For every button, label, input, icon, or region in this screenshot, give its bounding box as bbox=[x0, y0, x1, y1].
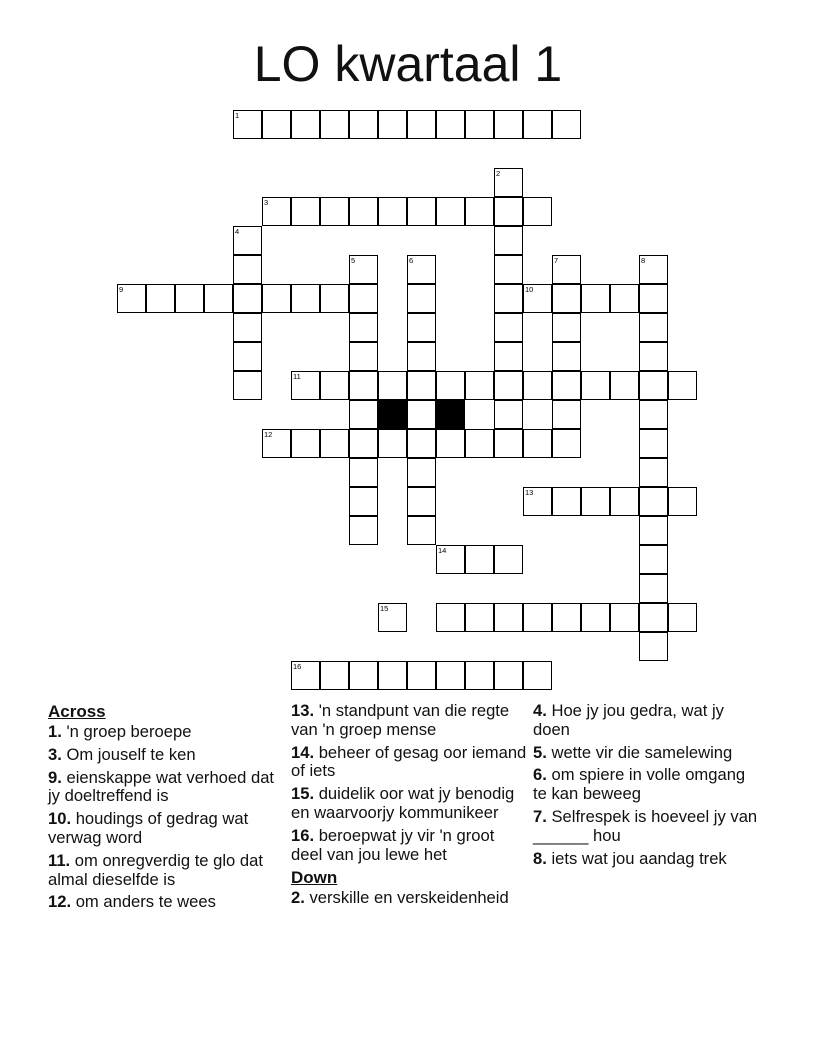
grid-cell[interactable] bbox=[262, 284, 291, 313]
grid-cell[interactable] bbox=[552, 429, 581, 458]
clue-item bbox=[291, 827, 527, 865]
clue-text: Om jouself te ken bbox=[66, 744, 196, 764]
clue-number: 11 bbox=[293, 372, 301, 381]
grid-cell[interactable] bbox=[436, 429, 465, 458]
grid-cell[interactable] bbox=[436, 371, 465, 400]
grid-cell[interactable] bbox=[581, 284, 610, 313]
grid-cell[interactable] bbox=[552, 110, 581, 139]
grid-cell[interactable] bbox=[407, 371, 436, 400]
clue-number-label: 8. bbox=[533, 848, 547, 868]
clue-item bbox=[48, 893, 284, 912]
clue-number: 1 bbox=[235, 111, 240, 120]
grid-cell[interactable] bbox=[523, 603, 552, 632]
grid-cell[interactable] bbox=[407, 255, 436, 284]
across-heading: Across bbox=[48, 702, 106, 721]
grid-cell[interactable] bbox=[610, 487, 639, 516]
grid-cell[interactable] bbox=[639, 458, 668, 487]
blocked-cell bbox=[436, 400, 465, 429]
clue-number: 2 bbox=[496, 169, 501, 178]
clue-text: duidelik oor wat jy benodig en waarvoorjy kommunikeer bbox=[291, 784, 515, 822]
grid-cell[interactable] bbox=[494, 255, 523, 284]
grid-cell[interactable] bbox=[523, 661, 552, 690]
grid-cell[interactable] bbox=[407, 342, 436, 371]
grid-cell[interactable] bbox=[320, 661, 349, 690]
grid-cell[interactable] bbox=[552, 400, 581, 429]
grid-cell[interactable] bbox=[349, 400, 378, 429]
clue-text: om onregverdig te glo dat almal dieselfde is bbox=[48, 850, 263, 889]
grid-cell[interactable] bbox=[494, 226, 523, 255]
clue-item bbox=[533, 808, 763, 846]
grid-cell[interactable] bbox=[494, 197, 523, 226]
grid-cell[interactable] bbox=[639, 400, 668, 429]
clue-item bbox=[291, 785, 527, 823]
grid-cell[interactable] bbox=[378, 429, 407, 458]
clue-item bbox=[533, 850, 763, 869]
grid-cell[interactable] bbox=[349, 429, 378, 458]
grid-cell[interactable] bbox=[494, 371, 523, 400]
grid-cell[interactable] bbox=[610, 371, 639, 400]
grid-cell[interactable] bbox=[262, 197, 291, 226]
clue-text: om anders te wees bbox=[75, 892, 216, 912]
grid-cell[interactable] bbox=[233, 226, 262, 255]
grid-cell[interactable] bbox=[610, 284, 639, 313]
grid-cell[interactable] bbox=[465, 603, 494, 632]
puzzle-title: LO kwartaal 1 bbox=[253, 36, 563, 92]
across-clue-list bbox=[48, 723, 284, 912]
down-heading: Down bbox=[291, 868, 338, 888]
grid-cell[interactable] bbox=[262, 429, 291, 458]
grid-cell[interactable] bbox=[610, 603, 639, 632]
grid-cell[interactable] bbox=[581, 371, 610, 400]
grid-cell[interactable] bbox=[465, 429, 494, 458]
grid-cell[interactable] bbox=[436, 197, 465, 226]
grid-cell[interactable] bbox=[552, 342, 581, 371]
grid-cell[interactable] bbox=[639, 342, 668, 371]
grid-cell[interactable] bbox=[407, 458, 436, 487]
grid-cell[interactable] bbox=[349, 661, 378, 690]
clue-number: 13 bbox=[525, 488, 534, 497]
grid-cell[interactable] bbox=[233, 371, 262, 400]
grid-cell[interactable] bbox=[436, 661, 465, 690]
grid-cell[interactable] bbox=[349, 255, 378, 284]
grid-cell[interactable] bbox=[146, 284, 175, 313]
grid-cell[interactable] bbox=[349, 371, 378, 400]
clue-number-label: 13. bbox=[291, 701, 315, 720]
clue-text: om spiere in volle omgang te kan beweeg bbox=[533, 765, 746, 804]
grid-cell[interactable] bbox=[233, 313, 262, 342]
grid-cell[interactable] bbox=[349, 110, 378, 139]
clue-number-label: 16. bbox=[291, 825, 315, 845]
clue-item bbox=[533, 702, 763, 740]
grid-cell[interactable] bbox=[465, 110, 494, 139]
clue-number-label: 3. bbox=[48, 744, 62, 764]
grid-cell[interactable] bbox=[320, 429, 349, 458]
grid-cell[interactable] bbox=[407, 661, 436, 690]
down-clue-list-continued bbox=[533, 702, 763, 868]
grid-cell[interactable] bbox=[494, 661, 523, 690]
clues-column-2 bbox=[291, 702, 527, 912]
clue-item bbox=[48, 852, 284, 890]
grid-cell[interactable] bbox=[378, 110, 407, 139]
grid-cell[interactable] bbox=[552, 313, 581, 342]
grid-cell[interactable] bbox=[552, 371, 581, 400]
grid-cell[interactable] bbox=[639, 574, 668, 603]
clue-item bbox=[291, 702, 527, 740]
grid-cell[interactable] bbox=[349, 342, 378, 371]
grid-cell[interactable] bbox=[349, 487, 378, 516]
grid-cell[interactable] bbox=[407, 313, 436, 342]
grid-cell[interactable] bbox=[407, 284, 436, 313]
clue-item bbox=[533, 766, 763, 804]
clue-item bbox=[48, 810, 284, 848]
grid-cell[interactable] bbox=[407, 429, 436, 458]
clue-text: Hoe jy jou gedra, wat jy doen bbox=[533, 701, 724, 739]
grid-cell[interactable] bbox=[494, 168, 523, 197]
grid-cell[interactable] bbox=[494, 284, 523, 313]
clue-text: beroepwat jy vir 'n groot deel van jou lewe het bbox=[291, 825, 495, 864]
grid-cell[interactable] bbox=[494, 545, 523, 574]
clue-number-label: 10. bbox=[48, 809, 72, 829]
clue-number: 9 bbox=[119, 285, 124, 294]
clue-number: 14 bbox=[438, 546, 447, 555]
grid-cell[interactable] bbox=[581, 603, 610, 632]
grid-cell[interactable] bbox=[581, 487, 610, 516]
grid-cell[interactable] bbox=[320, 371, 349, 400]
clue-number: 16 bbox=[293, 662, 302, 671]
grid-cell[interactable] bbox=[639, 284, 668, 313]
grid-cell[interactable] bbox=[552, 487, 581, 516]
grid-cell[interactable] bbox=[233, 284, 262, 313]
grid-cell[interactable] bbox=[523, 110, 552, 139]
blocked-cell bbox=[378, 400, 407, 429]
clue-text: verskille en verskeidenheid bbox=[309, 888, 509, 908]
clue-number-label: 6. bbox=[533, 765, 547, 785]
grid-cell[interactable] bbox=[436, 545, 465, 574]
clue-number: 3 bbox=[264, 198, 269, 207]
grid-cell[interactable] bbox=[117, 284, 146, 313]
grid-cell[interactable] bbox=[407, 197, 436, 226]
clue-text: eienskappe wat verhoed dat jy doeltreffend is bbox=[48, 767, 275, 806]
grid-cell[interactable] bbox=[320, 110, 349, 139]
grid-cell[interactable] bbox=[378, 197, 407, 226]
grid-cell[interactable] bbox=[668, 603, 697, 632]
clue-number-label: 2. bbox=[291, 888, 305, 908]
grid-cell[interactable] bbox=[494, 313, 523, 342]
grid-cell[interactable] bbox=[320, 284, 349, 313]
clue-number-label: 5. bbox=[533, 742, 547, 762]
grid-cell[interactable] bbox=[291, 429, 320, 458]
grid-cell[interactable] bbox=[494, 342, 523, 371]
grid-cell[interactable] bbox=[639, 545, 668, 574]
grid-cell[interactable] bbox=[465, 197, 494, 226]
clue-number: 10 bbox=[525, 285, 534, 294]
clue-number-label: 7. bbox=[533, 806, 547, 826]
grid-cell[interactable] bbox=[204, 284, 233, 313]
down-clue-list bbox=[291, 889, 527, 908]
clue-text: houdings of gedrag wat verwag word bbox=[48, 809, 249, 847]
grid-cell[interactable] bbox=[494, 400, 523, 429]
grid-cell[interactable] bbox=[523, 487, 552, 516]
grid-cell[interactable] bbox=[639, 487, 668, 516]
clue-number: 5 bbox=[351, 256, 356, 265]
clue-number-label: 11. bbox=[48, 850, 71, 870]
grid-cell[interactable] bbox=[233, 110, 262, 139]
grid-cell[interactable] bbox=[436, 110, 465, 139]
clue-item bbox=[48, 769, 284, 807]
clues-column-1 bbox=[48, 702, 284, 916]
grid-cell[interactable] bbox=[523, 371, 552, 400]
grid-cell[interactable] bbox=[378, 661, 407, 690]
grid-cell[interactable] bbox=[262, 110, 291, 139]
clue-number: 7 bbox=[554, 256, 559, 265]
grid-cell[interactable] bbox=[465, 545, 494, 574]
grid-cell[interactable] bbox=[407, 110, 436, 139]
clue-text: wette vir die samelewing bbox=[551, 742, 733, 762]
clue-number: 15 bbox=[380, 604, 389, 613]
clue-number-label: 1. bbox=[48, 722, 62, 741]
grid-cell[interactable] bbox=[175, 284, 204, 313]
grid-cell[interactable] bbox=[668, 371, 697, 400]
grid-cell[interactable] bbox=[494, 429, 523, 458]
grid-cell[interactable] bbox=[349, 458, 378, 487]
grid-cell[interactable] bbox=[668, 487, 697, 516]
clue-item bbox=[48, 723, 284, 742]
grid-cell[interactable] bbox=[465, 661, 494, 690]
clue-number-label: 4. bbox=[533, 701, 547, 720]
clue-number-label: 15. bbox=[291, 784, 315, 804]
grid-cell[interactable] bbox=[320, 197, 349, 226]
grid-cell[interactable] bbox=[233, 342, 262, 371]
grid-cell[interactable] bbox=[436, 603, 465, 632]
grid-cell[interactable] bbox=[407, 516, 436, 545]
grid-cell[interactable] bbox=[378, 371, 407, 400]
clue-text: 'n groep beroepe bbox=[66, 722, 192, 741]
clue-text: iets wat jou aandag trek bbox=[551, 848, 727, 868]
grid-cell[interactable] bbox=[552, 603, 581, 632]
grid-cell[interactable] bbox=[407, 400, 436, 429]
grid-cell[interactable] bbox=[639, 632, 668, 661]
grid-cell[interactable] bbox=[349, 284, 378, 313]
grid-cell[interactable] bbox=[291, 661, 320, 690]
clue-item bbox=[48, 746, 284, 765]
grid-cell[interactable] bbox=[494, 603, 523, 632]
grid-cell[interactable] bbox=[233, 255, 262, 284]
clue-number: 12 bbox=[264, 430, 273, 439]
clue-number: 6 bbox=[409, 256, 414, 265]
clue-text: beheer of gesag oor iemand of iets bbox=[291, 742, 527, 781]
clue-number-label: 12. bbox=[48, 892, 72, 912]
grid-cell[interactable] bbox=[291, 284, 320, 313]
grid-cell[interactable] bbox=[291, 371, 320, 400]
clue-number: 8 bbox=[641, 256, 646, 265]
clue-number-label: 9. bbox=[48, 767, 62, 787]
grid-cell[interactable] bbox=[349, 197, 378, 226]
grid-cell[interactable] bbox=[494, 110, 523, 139]
grid-cell[interactable] bbox=[639, 255, 668, 284]
across-clue-list-continued bbox=[291, 702, 527, 864]
grid-cell[interactable] bbox=[378, 603, 407, 632]
clue-number: 4 bbox=[235, 227, 240, 236]
grid-cell[interactable] bbox=[291, 110, 320, 139]
grid-cell[interactable] bbox=[639, 603, 668, 632]
grid-cell[interactable] bbox=[523, 429, 552, 458]
grid-cell[interactable] bbox=[523, 197, 552, 226]
clues-column-3 bbox=[533, 702, 763, 872]
clue-text: Selfrespek is hoeveel jy van ______ hou bbox=[533, 806, 758, 845]
grid-cell[interactable] bbox=[407, 487, 436, 516]
grid-cell[interactable] bbox=[639, 371, 668, 400]
clue-number-label: 14. bbox=[291, 742, 315, 762]
grid-cell[interactable] bbox=[552, 284, 581, 313]
grid-cell[interactable] bbox=[639, 516, 668, 545]
grid-cell[interactable] bbox=[552, 255, 581, 284]
grid-cell[interactable] bbox=[465, 371, 494, 400]
grid-cell[interactable] bbox=[639, 313, 668, 342]
grid-cell[interactable] bbox=[639, 429, 668, 458]
clue-item bbox=[533, 744, 763, 763]
clue-item bbox=[291, 889, 527, 908]
grid-cell[interactable] bbox=[523, 284, 552, 313]
clue-text: 'n standpunt van die regte van 'n groep mense bbox=[291, 701, 510, 739]
clue-item bbox=[291, 744, 527, 782]
grid-cell[interactable] bbox=[349, 516, 378, 545]
grid-cell[interactable] bbox=[291, 197, 320, 226]
grid-cell[interactable] bbox=[349, 313, 378, 342]
